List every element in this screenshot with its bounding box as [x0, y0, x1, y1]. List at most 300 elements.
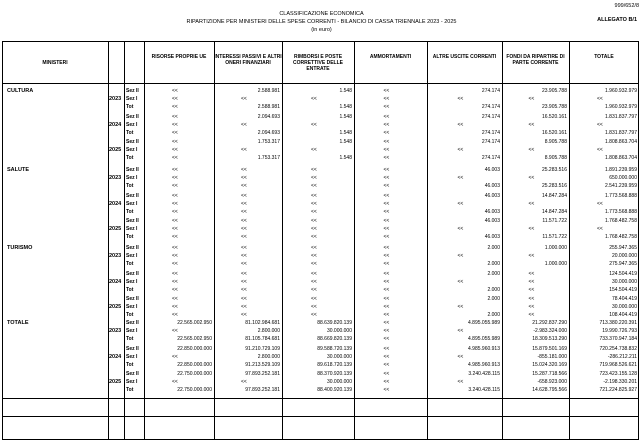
cell-value: 2.541.239.959: [605, 182, 637, 189]
cell-value: <<: [383, 121, 390, 128]
cell-value: <<: [383, 335, 390, 342]
section-label: Tot: [126, 286, 134, 293]
table-row: [0, 312, 643, 319]
title-line-3: (in euro): [311, 27, 332, 33]
section-label: Tot: [126, 312, 134, 319]
table-row: [0, 104, 643, 111]
cell-value: <<: [241, 270, 247, 277]
table-row: [0, 371, 643, 378]
cell-value: 1.753.317: [257, 139, 280, 146]
cell-value: 30.000.000: [611, 304, 637, 311]
cell-value: <<: [172, 353, 178, 360]
cell-value: <<: [241, 234, 247, 241]
cell-value: <<: [383, 278, 390, 285]
section-label: Sez II: [126, 296, 139, 303]
section-label: Sez I: [126, 147, 138, 154]
cell-value: <<: [457, 226, 464, 233]
cell-value: <<: [241, 252, 247, 259]
cell-value: <<: [383, 129, 390, 136]
cell-value: <<: [172, 174, 178, 181]
cell-value: 4.895.055.989: [468, 320, 500, 326]
section-label: Tot: [126, 260, 134, 267]
section-label: Sez I: [126, 304, 138, 311]
column-header-6: FONDI DA RIPARTIRE DI PARTE CORRENTE: [506, 54, 565, 66]
cell-value: 91.210.729.109: [245, 345, 280, 352]
cell-value: <<: [528, 226, 535, 233]
cell-value: <<: [383, 226, 390, 233]
cell-value: 1.808.863.704: [605, 139, 637, 146]
cell-value: <<: [457, 327, 464, 334]
cell-value: 154.504.419: [609, 286, 637, 293]
cell-value: 15.879.501.169: [532, 345, 567, 352]
cell-value: 46.003: [484, 218, 500, 225]
cell-value: <<: [241, 296, 247, 303]
table-row: [0, 387, 643, 394]
cell-value: <<: [383, 353, 390, 360]
cell-value: <<: [241, 192, 247, 199]
column-header-4: AMMORTAMENTI: [369, 54, 412, 60]
cell-value: 720.254.738.832: [599, 345, 637, 352]
cell-value: 15.287.718.566: [532, 371, 567, 378]
ministry-name: TOTALE: [7, 320, 29, 326]
cell-value: <<: [172, 167, 178, 173]
cell-value: <<: [172, 260, 178, 267]
cell-value: 274.174: [481, 139, 500, 146]
cell-value: 274.174: [481, 113, 500, 120]
cell-value: <<: [528, 270, 535, 277]
cell-value: 22.565.002.950: [177, 320, 212, 326]
table-row: [0, 175, 643, 182]
cell-value: -2.983.324.000: [533, 327, 567, 334]
cell-value: 1.548: [339, 129, 352, 136]
section-label: Sez II: [126, 88, 139, 94]
cell-value: 14.847.284: [541, 208, 567, 215]
cell-value: <<: [383, 387, 390, 394]
cell-value: 721.224.825.927: [599, 387, 637, 394]
cell-value: 2.000: [487, 260, 500, 267]
section-label: Sez I: [126, 95, 138, 102]
table-row: [0, 253, 643, 260]
cell-value: <<: [311, 218, 317, 225]
cell-value: 1.768.482.758: [605, 218, 637, 225]
cell-value: 255.947.365: [609, 245, 637, 251]
cell-value: <<: [241, 147, 247, 154]
cell-value: <<: [597, 121, 603, 128]
cell-value: <<: [383, 155, 390, 162]
cell-value: <<: [597, 95, 603, 102]
cell-value: <<: [241, 312, 247, 319]
cell-value: 1.768.482.758: [605, 234, 637, 241]
cell-value: 8.905.788: [544, 139, 567, 146]
cell-value: <<: [241, 218, 247, 225]
cell-value: <<: [311, 270, 317, 277]
year-label: 2024: [109, 278, 122, 285]
cell-value: <<: [457, 121, 464, 128]
table-row: [0, 320, 643, 327]
table-row: [0, 88, 643, 95]
cell-value: <<: [311, 312, 317, 319]
cell-value: -2.198.330.201: [603, 379, 637, 386]
cell-value: 1.548: [339, 113, 352, 120]
cell-value: <<: [172, 270, 178, 277]
cell-value: 1.831.837.797: [605, 113, 637, 120]
section-label: Sez I: [126, 121, 138, 128]
cell-value: <<: [172, 286, 178, 293]
cell-value: 2.094.693: [257, 113, 280, 120]
section-label: Tot: [126, 387, 134, 394]
cell-value: <<: [383, 147, 390, 154]
table-row: [0, 234, 643, 241]
year-label: 2025: [109, 304, 122, 311]
cell-value: <<: [528, 147, 535, 154]
cell-value: <<: [172, 226, 178, 233]
cell-value: <<: [457, 174, 464, 181]
section-label: Sez II: [126, 320, 139, 326]
cell-value: 723.423.155.128: [599, 371, 637, 378]
table-row: [0, 379, 643, 386]
cell-value: <<: [383, 208, 390, 215]
cell-value: <<: [457, 252, 464, 259]
cell-value: 713.380.220.391: [599, 320, 637, 326]
section-label: Tot: [126, 155, 134, 162]
cell-value: -855.181.000: [537, 353, 567, 360]
cell-value: <<: [383, 174, 390, 181]
cell-value: 91.213.529.109: [245, 361, 280, 368]
cell-value: <<: [172, 155, 178, 162]
cell-value: <<: [457, 353, 464, 360]
cell-value: 25.283.516: [541, 182, 567, 189]
cell-value: <<: [172, 327, 178, 334]
cell-value: 2.000: [487, 312, 500, 319]
cell-value: <<: [172, 192, 178, 199]
cell-value: <<: [383, 234, 390, 241]
cell-value: <<: [383, 270, 390, 277]
section-label: Tot: [126, 208, 134, 215]
cell-value: <<: [172, 304, 178, 311]
cell-value: 1.000.000: [544, 245, 567, 251]
cell-value: <<: [528, 278, 535, 285]
cell-value: <<: [172, 379, 178, 386]
section-label: Tot: [126, 335, 134, 342]
section-label: Sez I: [126, 327, 138, 334]
column-header-7: TOTALE: [594, 54, 614, 60]
cell-value: 274.174: [481, 129, 500, 136]
table-row: [0, 155, 643, 162]
cell-value: <<: [172, 121, 178, 128]
section-label: Sez II: [126, 139, 139, 146]
cell-value: <<: [241, 182, 247, 189]
cell-value: 11.571.722: [542, 234, 567, 241]
cell-value: <<: [172, 103, 178, 110]
section-label: Sez I: [126, 200, 138, 207]
cell-value: 2.000: [487, 245, 500, 251]
cell-value: <<: [311, 286, 317, 293]
cell-value: 46.003: [484, 192, 500, 199]
cell-value: 46.003: [484, 167, 500, 173]
cell-value: 30.000.000: [611, 278, 637, 285]
cell-value: <<: [241, 121, 247, 128]
cell-value: <<: [383, 320, 390, 326]
cell-value: 22.750.000.000: [177, 387, 212, 394]
year-label: 2023: [109, 252, 122, 259]
cell-value: <<: [311, 182, 317, 189]
cell-value: 1.773.568.888: [605, 192, 637, 199]
cell-value: 21.292.837.290: [532, 320, 567, 326]
cell-value: 88.669.820.139: [317, 335, 352, 342]
cell-value: <<: [172, 312, 178, 319]
cell-value: <<: [597, 200, 603, 207]
cell-value: 1.548: [339, 155, 352, 162]
column-header-1: RISORSE PROPRIE UE: [151, 54, 207, 60]
cell-value: 124.504.419: [609, 270, 637, 277]
cell-value: <<: [172, 182, 178, 189]
table-row: [0, 304, 643, 311]
table-row: [0, 271, 643, 278]
column-header-2: INTERESSI PASSIVI E ALTRI ONERI FINANZIARI: [214, 54, 282, 66]
table-row: [0, 147, 643, 154]
cell-value: 1.891.239.959: [605, 167, 637, 173]
cell-value: <<: [311, 147, 317, 154]
section-label: Sez I: [126, 379, 138, 386]
cell-value: 274.174: [481, 103, 500, 110]
cell-value: 3.240.428.115: [468, 371, 500, 378]
year-label: 2025: [109, 147, 122, 154]
cell-value: <<: [383, 103, 390, 110]
column-header-0: MINISTERI: [42, 60, 68, 66]
cell-value: 46.003: [484, 208, 500, 215]
cell-value: <<: [241, 304, 247, 311]
cell-value: 30.000.000: [326, 379, 352, 386]
cell-value: <<: [383, 379, 390, 386]
cell-value: <<: [383, 304, 390, 311]
cell-value: <<: [172, 218, 178, 225]
cell-value: 1.960.932.979: [605, 103, 637, 110]
year-label: 2024: [109, 353, 122, 360]
cell-value: 4.895.055.989: [468, 335, 500, 342]
cell-value: 89.618.720.139: [317, 361, 352, 368]
cell-value: <<: [311, 278, 317, 285]
cell-value: -658.923.000: [537, 379, 567, 386]
cell-value: <<: [311, 95, 317, 102]
cell-value: <<: [241, 286, 247, 293]
year-label: 2025: [109, 226, 122, 233]
table-row: [0, 328, 643, 335]
cell-value: <<: [383, 88, 390, 94]
cell-value: <<: [383, 296, 390, 303]
section-label: Tot: [126, 103, 134, 110]
cell-value: 88.639.820.139: [317, 320, 352, 326]
cell-value: <<: [311, 121, 317, 128]
cell-value: <<: [241, 167, 247, 173]
cell-value: <<: [311, 226, 317, 233]
cell-value: 46.003: [484, 182, 500, 189]
section-label: Tot: [126, 129, 134, 136]
ministry-name: CULTURA: [7, 88, 34, 94]
section-label: Tot: [126, 234, 134, 241]
cell-value: 22.850.000.000: [177, 361, 212, 368]
cell-value: 1.753.317: [257, 155, 280, 162]
cell-value: 2.800.000: [257, 327, 280, 334]
cell-value: -286.212.211: [607, 353, 637, 360]
cell-value: <<: [241, 379, 247, 386]
cell-value: <<: [241, 200, 247, 207]
cell-value: <<: [383, 286, 390, 293]
cell-value: <<: [383, 371, 390, 378]
table-row: [0, 346, 643, 353]
table-row: [0, 362, 643, 369]
section-label: Tot: [126, 361, 134, 368]
cell-value: 88.400.920.139: [317, 387, 352, 394]
cell-value: 1.773.568.888: [605, 208, 637, 215]
section-label: Sez II: [126, 371, 139, 378]
cell-value: 19.990.726.793: [602, 327, 637, 334]
cell-value: <<: [457, 278, 464, 285]
cell-value: <<: [383, 361, 390, 368]
column-header-5: ALTRE USCITE CORRENTI: [432, 54, 497, 60]
cell-value: 275.947.365: [609, 260, 637, 267]
table-row: [0, 96, 643, 103]
cell-value: <<: [383, 139, 390, 146]
cell-value: 4.985.960.913: [468, 361, 500, 368]
cell-value: <<: [457, 379, 464, 386]
cell-value: <<: [457, 147, 464, 154]
cell-value: 1.808.863.704: [605, 155, 637, 162]
cell-value: <<: [311, 245, 317, 251]
cell-value: <<: [172, 139, 178, 146]
cell-value: 97.893.252.181: [245, 387, 280, 394]
cell-value: <<: [172, 208, 178, 215]
section-label: Sez I: [126, 353, 138, 360]
cell-value: 8.905.788: [544, 155, 567, 162]
cell-value: <<: [172, 296, 178, 303]
cell-value: 274.174: [481, 88, 500, 94]
cell-value: <<: [383, 345, 390, 352]
cell-value: <<: [172, 245, 178, 251]
cell-value: 2.800.000: [257, 353, 280, 360]
cell-value: 14.628.795.566: [532, 387, 567, 394]
cell-value: <<: [383, 312, 390, 319]
cell-value: <<: [311, 167, 317, 173]
cell-value: <<: [172, 129, 178, 136]
cell-value: <<: [383, 218, 390, 225]
cell-value: <<: [172, 234, 178, 241]
cell-value: 14.847.284: [541, 192, 567, 199]
cell-value: 3.240.428.115: [468, 387, 500, 394]
year-label: 2023: [109, 95, 122, 102]
row-divider: [2, 398, 639, 399]
cell-value: <<: [241, 278, 247, 285]
table-row: [0, 226, 643, 233]
cell-value: <<: [311, 304, 317, 311]
cell-value: 46.003: [484, 234, 500, 241]
cell-value: <<: [172, 88, 178, 94]
cell-value: <<: [172, 147, 178, 154]
cell-value: <<: [172, 278, 178, 285]
year-label: 2023: [109, 174, 122, 181]
cell-value: 1.548: [339, 88, 352, 94]
cell-value: 15.024.320.169: [532, 361, 567, 368]
cell-value: <<: [311, 192, 317, 199]
table-row: [0, 296, 643, 303]
ministry-name: TURISMO: [7, 245, 33, 251]
section-label: Sez I: [126, 278, 138, 285]
table-row: [0, 139, 643, 146]
section-label: Sez II: [126, 345, 139, 352]
cell-value: <<: [172, 252, 178, 259]
cell-value: <<: [597, 226, 603, 233]
cell-value: <<: [528, 312, 535, 319]
cell-value: 733.370.947.184: [599, 335, 637, 342]
cell-value: 16.520.161: [541, 129, 567, 136]
cell-value: 1.000.000: [544, 260, 567, 267]
cell-value: 2.000: [487, 286, 500, 293]
cell-value: <<: [383, 200, 390, 207]
cell-value: <<: [241, 174, 247, 181]
cell-value: <<: [311, 234, 317, 241]
cell-value: 11.571.722: [542, 218, 567, 225]
cell-value: 719.968.526.621: [599, 361, 637, 368]
cell-value: <<: [528, 95, 535, 102]
cell-value: 2.000: [487, 270, 500, 277]
cell-value: <<: [311, 260, 317, 267]
cell-value: <<: [383, 182, 390, 189]
cell-value: 23.905.788: [541, 88, 567, 94]
cell-value: 81.102.984.681: [245, 320, 280, 326]
table-row: [0, 167, 643, 174]
cell-value: 1.831.837.797: [605, 129, 637, 136]
cell-value: <<: [528, 174, 535, 181]
table-row: [0, 201, 643, 208]
section-label: Sez II: [126, 113, 139, 120]
year-label: 2023: [109, 327, 122, 334]
row-divider: [2, 416, 639, 417]
cell-value: <<: [528, 200, 535, 207]
cell-value: <<: [457, 304, 464, 311]
section-label: Sez II: [126, 270, 139, 277]
table-row: [0, 279, 643, 286]
cell-value: <<: [241, 226, 247, 233]
cell-value: <<: [383, 252, 390, 259]
cell-value: <<: [172, 95, 178, 102]
cell-value: 30.000.000: [326, 327, 352, 334]
cell-value: 274.174: [481, 155, 500, 162]
cell-value: 81.105.784.681: [245, 335, 280, 342]
cell-value: <<: [383, 167, 390, 173]
cell-value: 22.750.000.000: [177, 371, 212, 378]
section-label: Sez II: [126, 167, 139, 173]
year-label: 2024: [109, 200, 122, 207]
document-id: 999/652/8: [614, 3, 639, 9]
section-label: Sez I: [126, 226, 138, 233]
cell-value: 18.309.513.290: [532, 335, 567, 342]
cell-value: <<: [241, 95, 247, 102]
cell-value: <<: [383, 95, 390, 102]
cell-value: <<: [528, 304, 535, 311]
cell-value: 78.404.419: [611, 296, 637, 303]
cell-value: <<: [241, 208, 247, 215]
table-row: [0, 193, 643, 200]
cell-value: <<: [383, 245, 390, 251]
cell-value: 650.000.000: [609, 174, 637, 181]
cell-value: <<: [241, 260, 247, 267]
table-row: [0, 336, 643, 343]
cell-value: <<: [528, 286, 535, 293]
table-row: [0, 114, 643, 121]
section-label: Sez II: [126, 192, 139, 199]
ministry-name: SALUTE: [7, 167, 29, 173]
cell-value: <<: [311, 252, 317, 259]
cell-value: 2.588.981: [257, 103, 280, 110]
